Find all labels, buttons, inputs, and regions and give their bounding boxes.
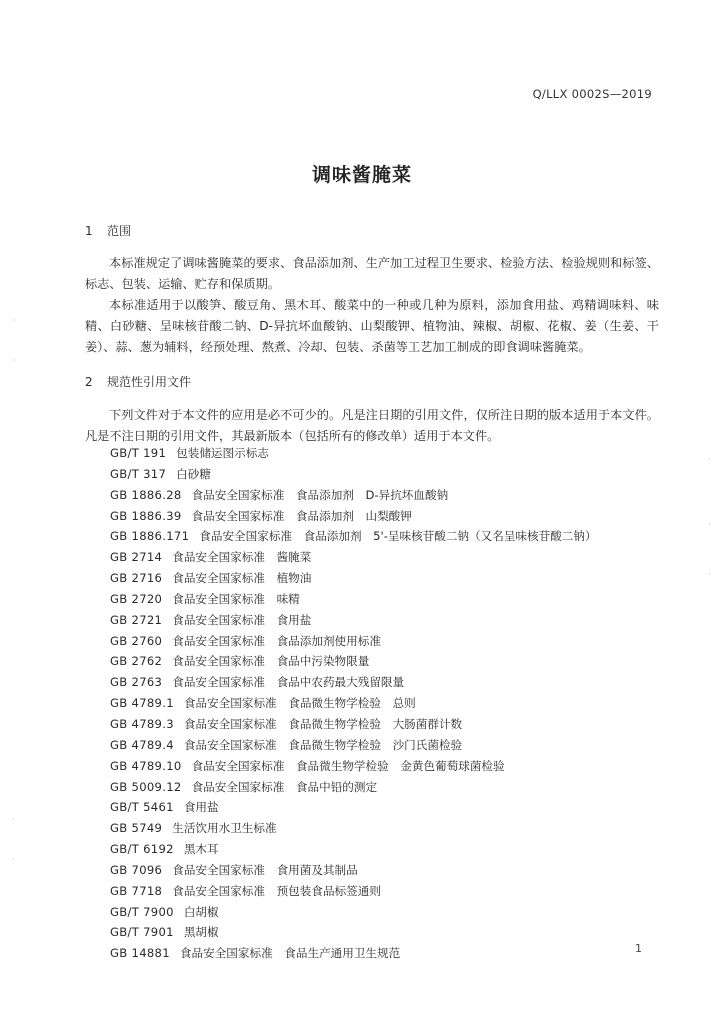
reference-item [110, 693, 597, 714]
reference-item [110, 610, 597, 631]
reference-code: GB/T 6192 [110, 842, 174, 857]
reference-item [110, 797, 597, 818]
scan-artifact: · [708, 570, 711, 580]
reference-title: 食品安全国家标准 植物油 [172, 571, 312, 586]
reference-code: GB 5749 [110, 821, 163, 836]
reference-code: GB 2721 [110, 612, 163, 627]
reference-item [110, 881, 597, 902]
reference-title: 食品安全国家标准 食品中农药最大残留限量 [172, 675, 405, 690]
reference-item [110, 839, 597, 860]
reference-code: GB 4789.10 [110, 758, 182, 773]
reference-code: GB 4789.4 [110, 737, 174, 752]
reference-code: GB 5009.12 [110, 779, 182, 794]
reference-code: GB 4789.1 [110, 696, 174, 711]
reference-title: 食品安全国家标准 食品中污染物限量 [172, 654, 370, 669]
reference-item [110, 777, 597, 798]
reference-code: GB 1886.28 [110, 487, 182, 502]
reference-item [110, 818, 597, 839]
reference-title: 包装储运图示标志 [176, 446, 269, 460]
reference-item [110, 443, 597, 464]
reference-code: GB 14881 [110, 946, 170, 961]
reference-item [110, 735, 597, 756]
scope-paragraph-2: 本标准适用于以酸笋、酸豆角、黑木耳、酸菜中的一种或几种为原料，添加食用盐、鸡精调味料、味精、白砂糖、呈味核苷酸二钠、D-异抗坏血酸钠、山梨酸钾、植物油、辣椒、胡椒、花椒、姜（生姜、干姜）、蒜、葱为辅料，经预处理、熬煮、冷却、包装、杀菌等工艺加工制成的即食调味酱腌菜。 [85, 298, 659, 354]
reference-item [110, 756, 597, 777]
reference-title: 生活饮用水卫生标准 [172, 821, 277, 836]
reference-code: GB 2762 [110, 654, 163, 669]
section-number: 2 [85, 375, 93, 389]
reference-title: 黑胡椒 [183, 925, 219, 940]
reference-code: GB 1886.39 [110, 508, 182, 523]
reference-item [110, 589, 597, 610]
document-title: 调味酱腌菜 [311, 164, 412, 186]
reference-title: 食品安全国家标准 酱腌菜 [172, 550, 312, 565]
reference-item [110, 943, 597, 964]
reference-code: GB/T 191 [110, 446, 167, 460]
reference-code: GB 2714 [110, 550, 163, 565]
reference-item [110, 485, 597, 506]
reference-item [110, 651, 597, 672]
reference-title: 食品安全国家标准 食品微生物学检验 沙门氏菌检验 [183, 737, 463, 752]
reference-item [110, 547, 597, 568]
scan-artifact: · [708, 455, 711, 465]
reference-item [110, 526, 597, 547]
reference-title: 食品安全国家标准 食品微生物学检验 金黄色葡萄球菌检验 [191, 758, 505, 773]
reference-code: GB/T 7900 [110, 904, 174, 919]
reference-title: 食品安全国家标准 味精 [172, 591, 300, 606]
reference-item [110, 464, 597, 485]
reference-list [110, 443, 597, 964]
scan-artifact: · [12, 356, 15, 366]
reference-title: 黑木耳 [183, 842, 219, 857]
reference-item [110, 506, 597, 527]
section-title: 规范性引用文件 [107, 375, 192, 389]
reference-code: GB/T 5461 [110, 800, 174, 815]
reference-item [110, 902, 597, 923]
reference-code: GB 2716 [110, 571, 163, 586]
reference-title: 食品安全国家标准 食品生产通用卫生规范 [179, 946, 401, 961]
reference-code: GB/T 7901 [110, 925, 174, 940]
reference-title: 白胡椒 [183, 904, 219, 919]
scan-artifact: · [12, 855, 15, 865]
reference-title: 食品安全国家标准 食品微生物学检验 大肠菌群计数 [183, 716, 463, 731]
section-number: 1 [85, 224, 93, 238]
scan-artifact: · [708, 520, 711, 530]
reference-title: 食品安全国家标准 食品添加剂 D-异抗坏血酸钠 [191, 487, 449, 502]
references-intro-paragraph: 下列文件对于本文件的应用是必不可少的。凡是注日期的引用文件，仅所注日期的版本适用于本文件。凡是不注日期的引用文件，其最新版本（包括所有的修改单）适用于本文件。 [85, 408, 659, 443]
reference-item [110, 860, 597, 881]
reference-title: 食品安全国家标准 食品微生物学检验 总则 [183, 696, 416, 711]
reference-title: 食品安全国家标准 食用盐 [172, 612, 312, 627]
reference-title: 食品安全国家标准 食用菌及其制品 [172, 862, 358, 877]
reference-title: 食品安全国家标准 食品添加剂 5'-呈味核苷酸二钠（又名呈味核苷酸二钠） [199, 529, 597, 544]
reference-code: GB 2720 [110, 591, 163, 606]
reference-title: 白砂糖 [176, 466, 211, 481]
section-heading-normative-references [85, 373, 191, 390]
reference-item [110, 631, 597, 652]
reference-title: 食品安全国家标准 食品中铅的测定 [191, 779, 378, 794]
reference-code: GB/T 317 [110, 466, 167, 481]
reference-item [110, 568, 597, 589]
scope-paragraph-1: 本标准规定了调味酱腌菜的要求、食品添加剂、生产加工过程卫生要求、检验方法、检验规则和标签、标志、包装、运输、贮存和保质期。 [85, 256, 659, 291]
reference-title: 食品安全国家标准 食品添加剂使用标准 [172, 633, 381, 648]
reference-title: 食品安全国家标准 预包装食品标签通则 [172, 883, 381, 898]
scan-artifact: · [12, 316, 15, 326]
reference-item [110, 672, 597, 693]
reference-code: GB 2763 [110, 675, 163, 690]
reference-code: GB 1886.171 [110, 529, 190, 544]
reference-item [110, 714, 597, 735]
reference-code: GB 2760 [110, 633, 163, 648]
reference-code: GB 7718 [110, 883, 163, 898]
reference-code: GB 7096 [110, 862, 163, 877]
section-heading-scope [85, 222, 131, 239]
standard-code: Q/LLX 0002S—2019 [532, 87, 652, 101]
scan-artifact: · [12, 815, 15, 825]
section-title: 范围 [107, 224, 132, 238]
page-number: 1 [635, 942, 642, 955]
reference-item [110, 922, 597, 943]
reference-title: 食品安全国家标准 食品添加剂 山梨酸钾 [191, 508, 412, 523]
reference-code: GB 4789.3 [110, 716, 174, 731]
reference-title: 食用盐 [183, 800, 219, 815]
